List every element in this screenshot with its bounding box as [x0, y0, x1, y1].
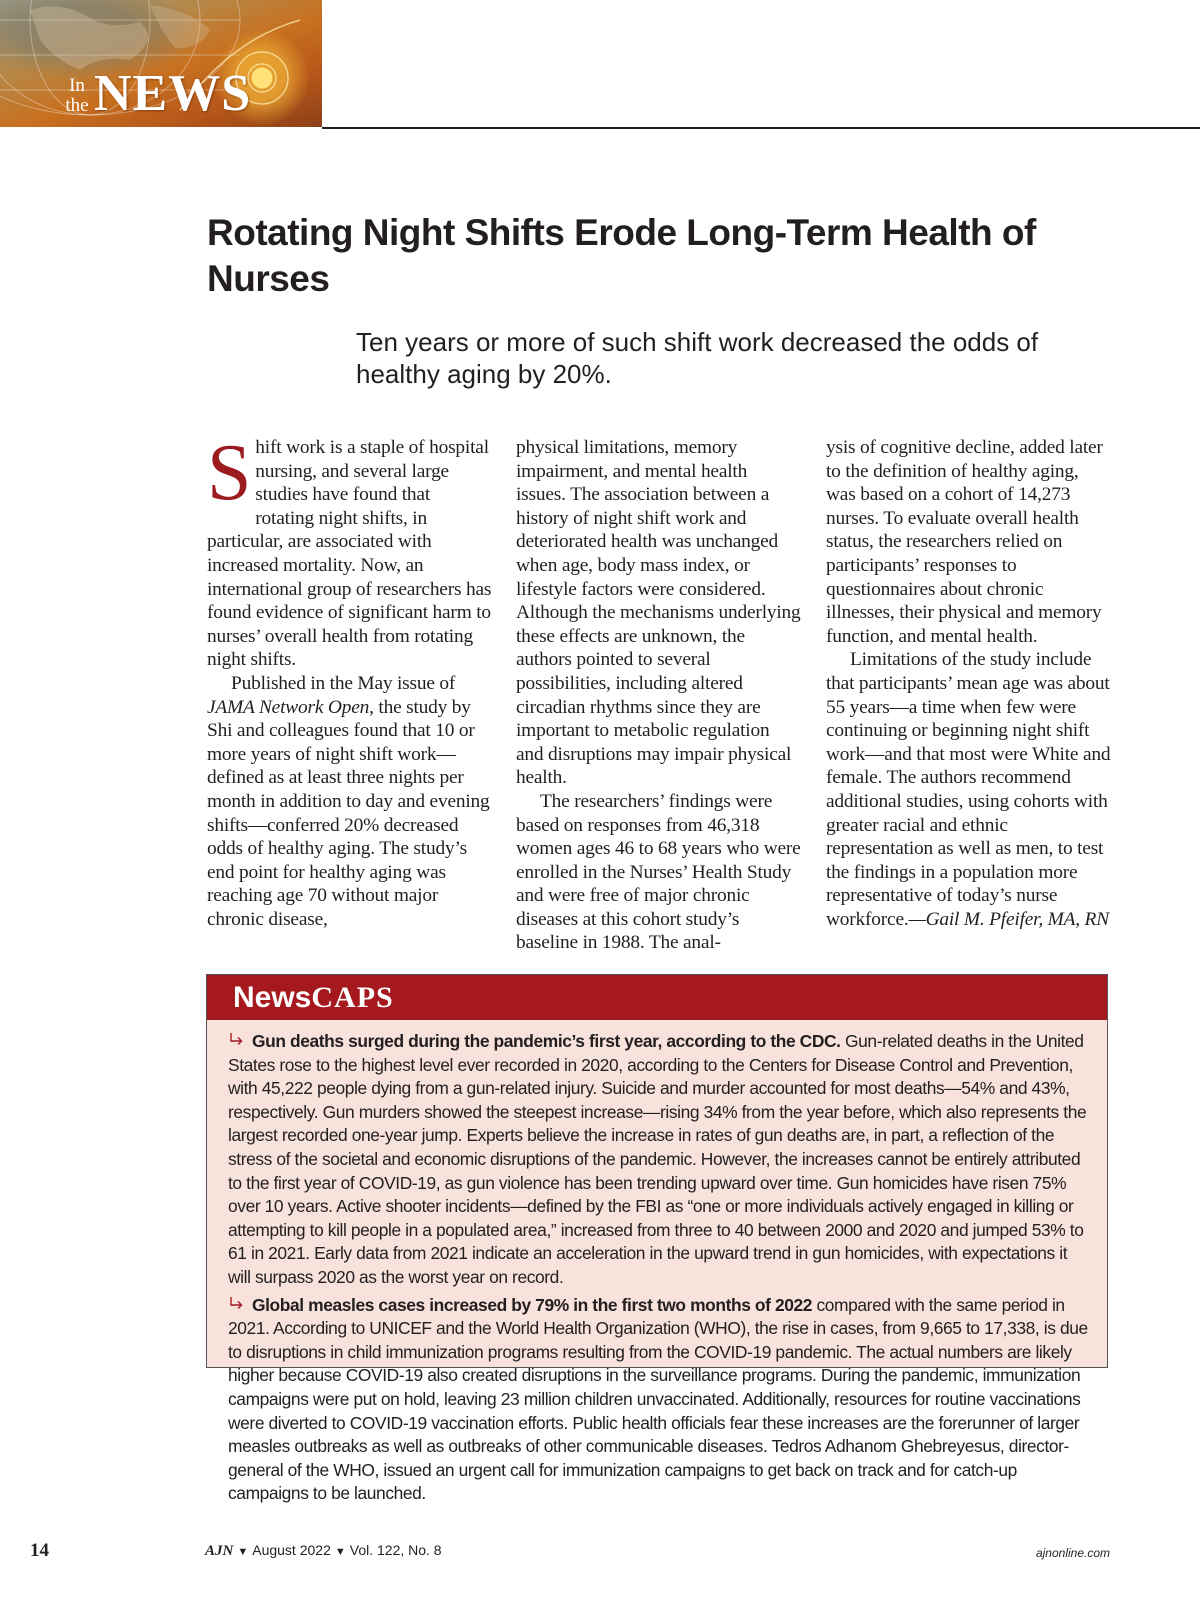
issue-date: August 2022 — [252, 1542, 331, 1558]
newscaps-body — [207, 1020, 1107, 1506]
article-column-2 — [516, 436, 801, 955]
newscaps-title-caps: CAPS — [311, 981, 394, 1014]
in-the-label — [60, 76, 94, 116]
paragraph-text: Published in the May issue of — [231, 672, 456, 694]
website-link[interactable]: ajnonline.com — [1035, 1546, 1110, 1560]
newscaps-item — [228, 1030, 1091, 1290]
header-rule — [322, 127, 1200, 129]
newscaps-item-body: Gun-related deaths in the United States rose to the highest level ever recorded in 2020, according to the Centers for Disease Control and Prevention, with 45,222 people dying from a gun-related injury. Suicide and murder accounted for most deaths—54% and 43%, respectively. Gun murders showed the steepest increase—rising 34% from the year before, which also represents the largest recorded one-year jump. Experts believe the increase in rates of gun deaths are, in part, a reflection of the stress of the societal and economic disruptions of the pandemic. However, the increases cannot be entirely attributed to the first year of COVID-19, as gun violence has been trending upward over time. Gun homicides have risen 75% over 10 years. Active shooter incidents—defined by the FBI as “one or more individuals actively engaged in killing or attempting to kill people in a populated area,” increased from three to 40 between 2000 and 2020 and jumped 53% to 61 in 2021. Early data from 2021 indicate an acceleration in the upward trend in gun homicides, with expectations it will surpass 2020 as the worst year on record. — [228, 1031, 1087, 1287]
newscaps-item-body: compared with the same period in 2021. According to UNICEF and the World Health Organization (WHO), the rise in cases, from 9,665 to 17,338, is due to disruptions in child immunization programs resulting from the COVID-19 pandemic. The actual numbers are likely higher because COVID-19 also created disruptions in the surveillance programs. During the pandemic, immunization campaigns were put on hold, leaving 23 million children unvaccinated. Additionally, resources for routine vaccinations were diverted to COVID-19 vaccination efforts. Public health officials fear these increases are the forerunner of larger measles outbreaks as well as outbreaks of other communicable diseases. Tedros Adhanom Ghebreyesus, director-general of the WHO, issued an urgent call for immunization campaigns to get back on track and for catch-up campaigns to be launched. — [228, 1294, 1088, 1504]
newscaps-title-news: News — [233, 981, 312, 1014]
paragraph: The researchers’ findings were based on responses from 46,318 women ages 46 to 68 years who were enrolled in the Nurses’ Health Study and were free of major chronic diseases at this cohort study’s baseline in 1988. The anal- — [516, 790, 801, 954]
journal-abbrev: AJN — [205, 1543, 234, 1559]
byline: —Gail M. Pfeifer, MA, RN — [908, 908, 1109, 930]
paragraph — [826, 648, 1111, 931]
paragraph: ysis of cognitive decline, added later to the definition of healthy aging, was based on a cohort of 14,273 nurses. To evaluate overall health status, the researchers relied on participants’ responses to questionnaires about chronic illnesses, their physical and memory function, and mental health. — [826, 437, 1103, 647]
bent-arrow-icon — [228, 1032, 246, 1048]
journal-name: JAMA Network Open — [207, 696, 370, 718]
paragraph — [207, 429, 492, 672]
page-number: 14 — [30, 1540, 49, 1561]
newscaps-header — [207, 975, 1107, 1020]
article-column-3 — [826, 436, 1111, 931]
paragraph: physical limitations, memory impairment, and mental health issues. The association between a history of night shift work and deteriorated health was unchanged when age, body mass index, or lifestyle factors were considered. Although the mechanisms underlying these effects are unknown, the authors pointed to several possibilities, including altered circadian rhythms since they are important to metabolic regulation and disruptions may impair physical health. — [516, 437, 801, 789]
footer-citation — [205, 1542, 442, 1560]
drop-cap: S — [207, 429, 252, 517]
volume-info: Vol. 122, No. 8 — [349, 1542, 442, 1558]
paragraph — [207, 672, 492, 932]
bent-arrow-icon — [228, 1296, 246, 1312]
triangle-icon: ▼ — [334, 1546, 346, 1558]
article-title: Rotating Night Shifts Erode Long-Term Health of Nurses — [207, 212, 1036, 299]
in-the-news-banner — [0, 0, 322, 127]
paragraph-text: Limitations of the study include that participants’ mean age was about 55 years—a time when few were continuing or beginning night shift work—and that most were White and female. The authors recommend additional studies, using cohorts with greater racial and ethnic representation as well as men, to test the findings in a population more representative of today’s nurse workforce. — [826, 649, 1111, 930]
paragraph-text: hift work is a staple of hospital nursing, and several large studies have found that rotating night shifts, in particular, are associated with increased mortality. Now, an international group of researchers has found evidence of significant harm to nurses’ overall health from rotating night shifts. — [207, 437, 492, 671]
newscaps-box — [206, 974, 1108, 1504]
article-deck: Ten years or more of such shift work decreased the odds of healthy aging by 20%. — [356, 327, 1039, 389]
paragraph-text: , the study by Shi and colleagues found that 10 or more years of night shift work—defined as at least three nights per month in addition to day and evening shifts—conferred 20% decreased odds of healthy aging. The study’s end point for healthy aging was reaching age 70 without major chronic disease, — [207, 696, 490, 930]
newscaps-item — [228, 1294, 1091, 1506]
newscaps-item-lead: Global measles cases increased by 79% in the first two months of 2022 — [252, 1294, 813, 1315]
news-word: NEWS — [94, 65, 252, 122]
newscaps-item-lead: Gun deaths surged during the pandemic’s first year, according to the CDC. — [252, 1031, 841, 1051]
in-word: In — [69, 75, 85, 96]
triangle-icon: ▼ — [237, 1546, 249, 1558]
article-column-1 — [207, 429, 492, 931]
the-word: the — [65, 95, 89, 116]
